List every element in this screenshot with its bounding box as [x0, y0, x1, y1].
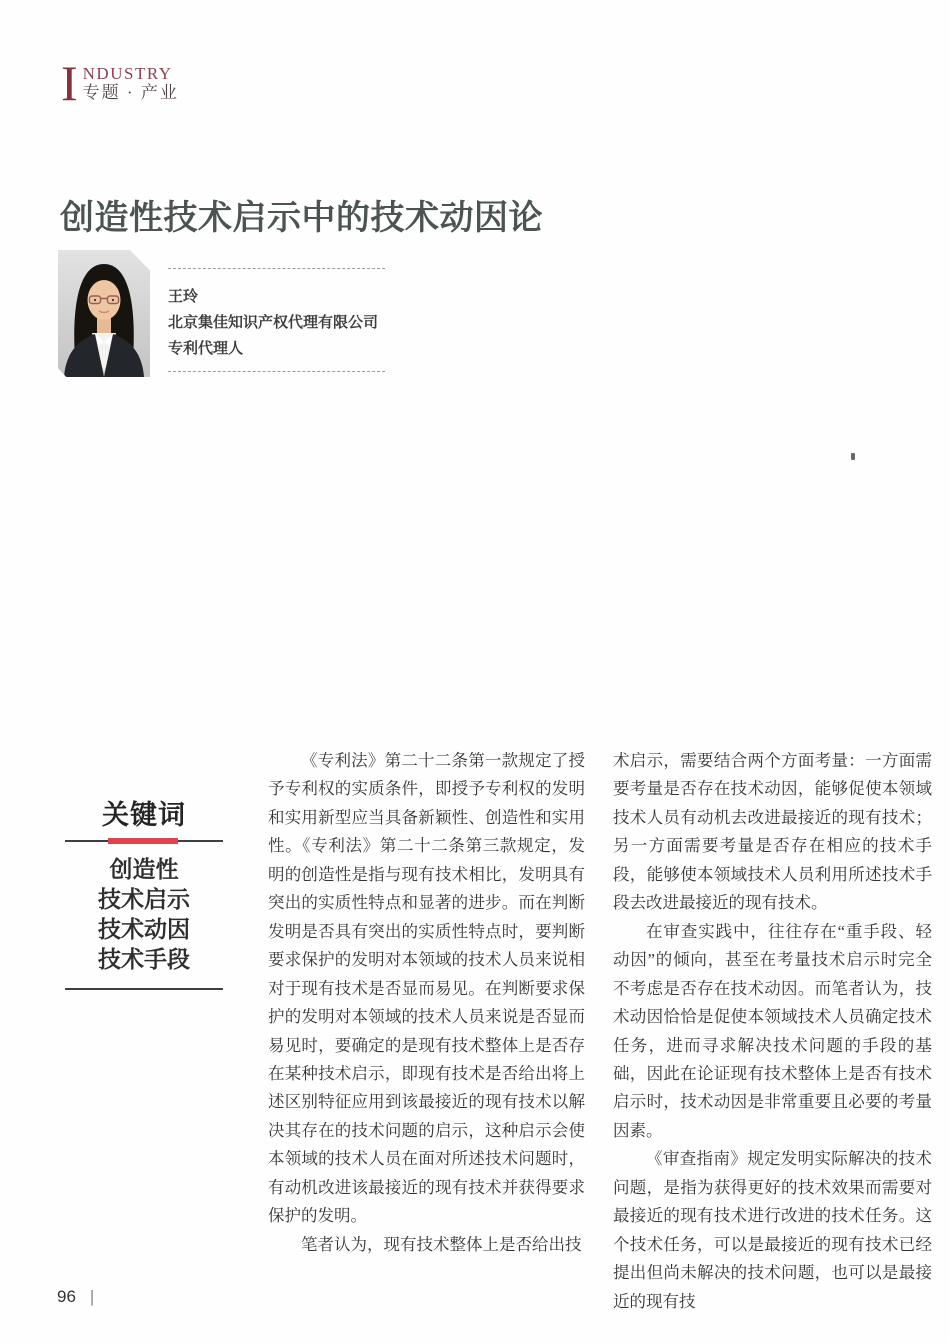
author-name: 王玲 [168, 289, 199, 305]
article-body-column-2 [613, 747, 932, 1316]
keywords-red-accent-bar [108, 838, 178, 844]
body-paragraph-continuation: 术启示，需要结合两个方面考量：一方面需要考量是否存在技术动因，能够促使本领域技术人员有动机去改进最接近的现有技术；另一方面需要考量是否存在相应的技术手段，能够使本领域技术人员利用所述技术手段去改进最接近的现有技术。 [613, 751, 932, 913]
keywords-bottom-rule [65, 988, 223, 990]
keyword-item: 创造性 [109, 856, 179, 882]
section-masthead [61, 55, 179, 111]
author-info-block [168, 268, 385, 372]
article-body-column-1 [268, 747, 585, 1259]
masthead-wordmark: NDUSTRY [82, 64, 173, 83]
body-paragraph: 《专利法》第二十二条第一款规定了授予专利权的实质条件，即授予专利权的发明和实用新型应当具备新颖性、创造性和实用性。《专利法》第二十二条第三款规定，发明的创造性是指与现有技术相比，发明具有突出的实质性特点和显著的进步。而在判断发明是否具有突出的实质性特点时，要判断要求保护的发明对本领域的技术人员来说相对于现有技术是否显而易见。在判断要求保护的发明对本领域的技术人员来说是否显而易见时，要确定的是现有技术整体上是否存在某种技术启示，即现有技术是否给出将上述区别特征应用到该最接近的现有技术以解决其存在的技术问题的启示，这种启示会使本领域的技术人员在面对所述技术问题时，有动机改进该最接近的现有技术并获得要求保护的发明。 [268, 751, 585, 1226]
keywords-box [65, 799, 223, 990]
author-portrait-illustration [58, 250, 150, 377]
body-paragraph: 《审查指南》规定发明实际解决的技术问题，是指为获得更好的技术效果而需要对最接近的现有技术进行改进的技术任务。这个技术任务，可以是最接近的现有技术已经提出但尚未解决的技术问题，也可以是最接近的现有技 [613, 1149, 932, 1311]
keyword-item: 技术启示 [98, 886, 190, 912]
author-organization: 北京集佳知识产权代理有限公司 [168, 315, 379, 331]
footer-separator: | [89, 1287, 95, 1306]
scan-artifact-speck [851, 453, 855, 460]
page-number: 96 [57, 1287, 76, 1306]
page-footer [57, 1287, 94, 1307]
author-job-title: 专利代理人 [168, 341, 244, 357]
keyword-item: 技术手段 [98, 946, 190, 972]
section-label: 专题 · 产业 [82, 83, 179, 102]
masthead-text-block [83, 65, 179, 103]
keywords-list [65, 855, 223, 975]
body-paragraph: 在审查实践中，往往存在“重手段、轻动因”的倾向，甚至在考量技术启示时完全不考虑是否存在技术动因。而笔者认为，技术动因恰恰是促使本领域技术人员确定技术任务，进而寻求解决技术问题的手段的基础，因此在论证现有技术整体上是否有技术启示时，技术动因是非常重要且必要的考量因素。 [613, 921, 932, 1140]
masthead-drop-initial: I [61, 55, 78, 111]
keywords-heading: 关键词 [102, 800, 186, 830]
author-photo [58, 250, 150, 377]
body-paragraph: 笔者认为，现有技术整体上是否给出技 [301, 1234, 582, 1254]
keyword-item: 技术动因 [98, 916, 190, 942]
article-title: 创造性技术启示中的技术动因论 [60, 199, 543, 237]
keywords-top-rule [65, 840, 223, 842]
